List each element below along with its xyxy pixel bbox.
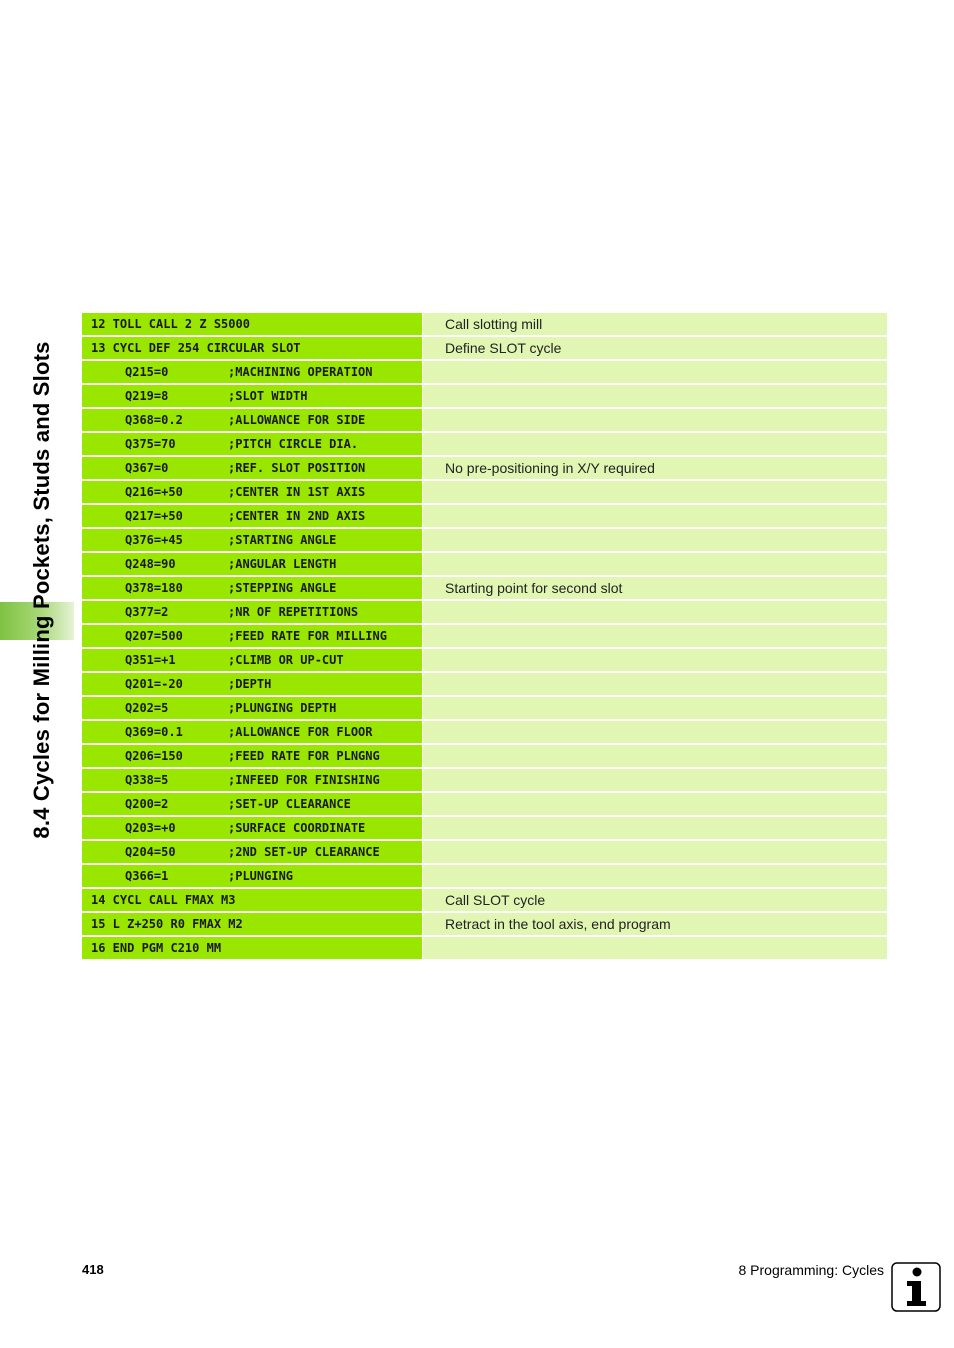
parameter-value: Q377=2 [125, 605, 169, 619]
row-comment: Define SLOT cycle [423, 337, 887, 359]
cycle-parameter [82, 433, 422, 455]
program-row [82, 769, 887, 791]
row-comment [423, 793, 887, 815]
parameter-label: ;REF. SLOT POSITION [228, 461, 366, 475]
parameter-label: ;MACHINING OPERATION [228, 365, 373, 379]
parameter-label: ;PLUNGING [228, 869, 294, 883]
nc-block-text: 15 L Z+250 R0 FMAX M2 [91, 917, 243, 931]
parameter-label: ;INFEED FOR FINISHING [228, 773, 380, 787]
parameter-label: ;STARTING ANGLE [228, 533, 337, 547]
parameter-value: Q367=0 [125, 461, 169, 475]
parameter-value: Q378=180 [125, 581, 183, 595]
parameter-label: ;SET-UP CLEARANCE [228, 797, 351, 811]
program-row [82, 673, 887, 695]
cycle-parameter [82, 865, 422, 887]
parameter-label: ;2ND SET-UP CLEARANCE [228, 845, 380, 859]
cycle-parameter [82, 505, 422, 527]
parameter-value: Q351=+1 [125, 653, 176, 667]
cycle-parameter [82, 385, 422, 407]
parameter-value: Q200=2 [125, 797, 169, 811]
parameter-value: Q202=5 [125, 701, 169, 715]
chapter-name: 8 Programming: Cycles [738, 1262, 884, 1278]
cycle-parameter [82, 721, 422, 743]
row-comment [423, 745, 887, 767]
parameter-value: Q338=5 [125, 773, 169, 787]
program-row [82, 817, 887, 839]
program-row [82, 577, 887, 599]
program-row [82, 793, 887, 815]
cycle-parameter [82, 769, 422, 791]
program-row [82, 649, 887, 671]
row-comment [423, 361, 887, 383]
row-comment [423, 865, 887, 887]
row-comment [423, 721, 887, 743]
parameter-value: Q217=+50 [125, 509, 183, 523]
row-comment: No pre-positioning in X/Y required [423, 457, 887, 479]
program-row [82, 625, 887, 647]
row-comment [423, 481, 887, 503]
parameter-label: ;SLOT WIDTH [228, 389, 308, 403]
cycle-parameter [82, 577, 422, 599]
program-row [82, 601, 887, 623]
nc-block [82, 913, 422, 935]
row-comment: Call SLOT cycle [423, 889, 887, 911]
cycle-parameter [82, 457, 422, 479]
parameter-label: ;CLIMB OR UP-CUT [228, 653, 344, 667]
row-comment: Starting point for second slot [423, 577, 887, 599]
program-row [82, 913, 887, 935]
row-comment [423, 937, 887, 959]
parameter-value: Q366=1 [125, 869, 169, 883]
cycle-parameter [82, 481, 422, 503]
parameter-value: Q219=8 [125, 389, 169, 403]
row-comment [423, 817, 887, 839]
parameter-value: Q376=+45 [125, 533, 183, 547]
row-comment [423, 601, 887, 623]
parameter-label: ;ALLOWANCE FOR FLOOR [228, 725, 373, 739]
section-title: 8.4 Cycles for Milling Pockets, Studs and Slots [29, 341, 54, 839]
cycle-parameter [82, 553, 422, 575]
nc-block-text: 12 TOLL CALL 2 Z S5000 [91, 317, 250, 331]
nc-block-text: 13 CYCL DEF 254 CIRCULAR SLOT [91, 341, 301, 355]
program-row [82, 313, 887, 335]
row-comment [423, 769, 887, 791]
row-comment [423, 553, 887, 575]
program-row [82, 361, 887, 383]
nc-block [82, 889, 422, 911]
row-comment [423, 409, 887, 431]
parameter-label: ;ALLOWANCE FOR SIDE [228, 413, 366, 427]
row-comment [423, 433, 887, 455]
page-number: 418 [82, 1262, 104, 1277]
row-comment [423, 697, 887, 719]
row-comment [423, 505, 887, 527]
nc-block [82, 313, 422, 335]
program-row [82, 505, 887, 527]
nc-block-text: 14 CYCL CALL FMAX M3 [91, 893, 236, 907]
program-row [82, 889, 887, 911]
row-comment [423, 385, 887, 407]
row-comment: Retract in the tool axis, end program [423, 913, 887, 935]
program-row [82, 721, 887, 743]
cycle-parameter [82, 673, 422, 695]
program-row [82, 841, 887, 863]
program-row [82, 529, 887, 551]
info-icon [891, 1262, 941, 1312]
program-row [82, 937, 887, 959]
program-row [82, 481, 887, 503]
parameter-value: Q206=150 [125, 749, 183, 763]
cycle-parameter [82, 745, 422, 767]
program-row [82, 433, 887, 455]
row-comment [423, 673, 887, 695]
program-row [82, 697, 887, 719]
cycle-parameter [82, 409, 422, 431]
cycle-parameter [82, 649, 422, 671]
cycle-parameter [82, 361, 422, 383]
parameter-label: ;DEPTH [228, 677, 272, 691]
parameter-value: Q369=0.1 [125, 725, 183, 739]
cycle-parameter [82, 625, 422, 647]
cycle-parameter [82, 697, 422, 719]
program-row [82, 457, 887, 479]
row-comment: Call slotting mill [423, 313, 887, 335]
program-row [82, 865, 887, 887]
cycle-parameter [82, 601, 422, 623]
nc-program-listing [82, 313, 887, 961]
row-comment [423, 841, 887, 863]
parameter-value: Q216=+50 [125, 485, 183, 499]
program-row [82, 409, 887, 431]
parameter-label: ;FEED RATE FOR PLNGNG [228, 749, 380, 763]
row-comment [423, 625, 887, 647]
program-row [82, 745, 887, 767]
parameter-label: ;STEPPING ANGLE [228, 581, 337, 595]
program-row [82, 385, 887, 407]
nc-block [82, 937, 422, 959]
nc-block [82, 337, 422, 359]
parameter-value: Q248=90 [125, 557, 176, 571]
cycle-parameter [82, 817, 422, 839]
parameter-label: ;CENTER IN 1ST AXIS [228, 485, 366, 499]
parameter-label: ;SURFACE COORDINATE [228, 821, 366, 835]
row-comment [423, 649, 887, 671]
parameter-label: ;PLUNGING DEPTH [228, 701, 337, 715]
parameter-value: Q204=50 [125, 845, 176, 859]
nc-block-text: 16 END PGM C210 MM [91, 941, 222, 955]
parameter-label: ;PITCH CIRCLE DIA. [228, 437, 359, 451]
cycle-parameter [82, 793, 422, 815]
parameter-value: Q201=-20 [125, 677, 183, 691]
row-comment [423, 529, 887, 551]
parameter-value: Q215=0 [125, 365, 169, 379]
program-row [82, 337, 887, 359]
parameter-label: ;CENTER IN 2ND AXIS [228, 509, 366, 523]
parameter-value: Q203=+0 [125, 821, 176, 835]
parameter-label: ;ANGULAR LENGTH [228, 557, 337, 571]
parameter-value: Q375=70 [125, 437, 176, 451]
parameter-label: ;NR OF REPETITIONS [228, 605, 359, 619]
parameter-value: Q368=0.2 [125, 413, 183, 427]
program-row [82, 553, 887, 575]
cycle-parameter [82, 529, 422, 551]
parameter-label: ;FEED RATE FOR MILLING [228, 629, 387, 643]
cycle-parameter [82, 841, 422, 863]
parameter-value: Q207=500 [125, 629, 183, 643]
